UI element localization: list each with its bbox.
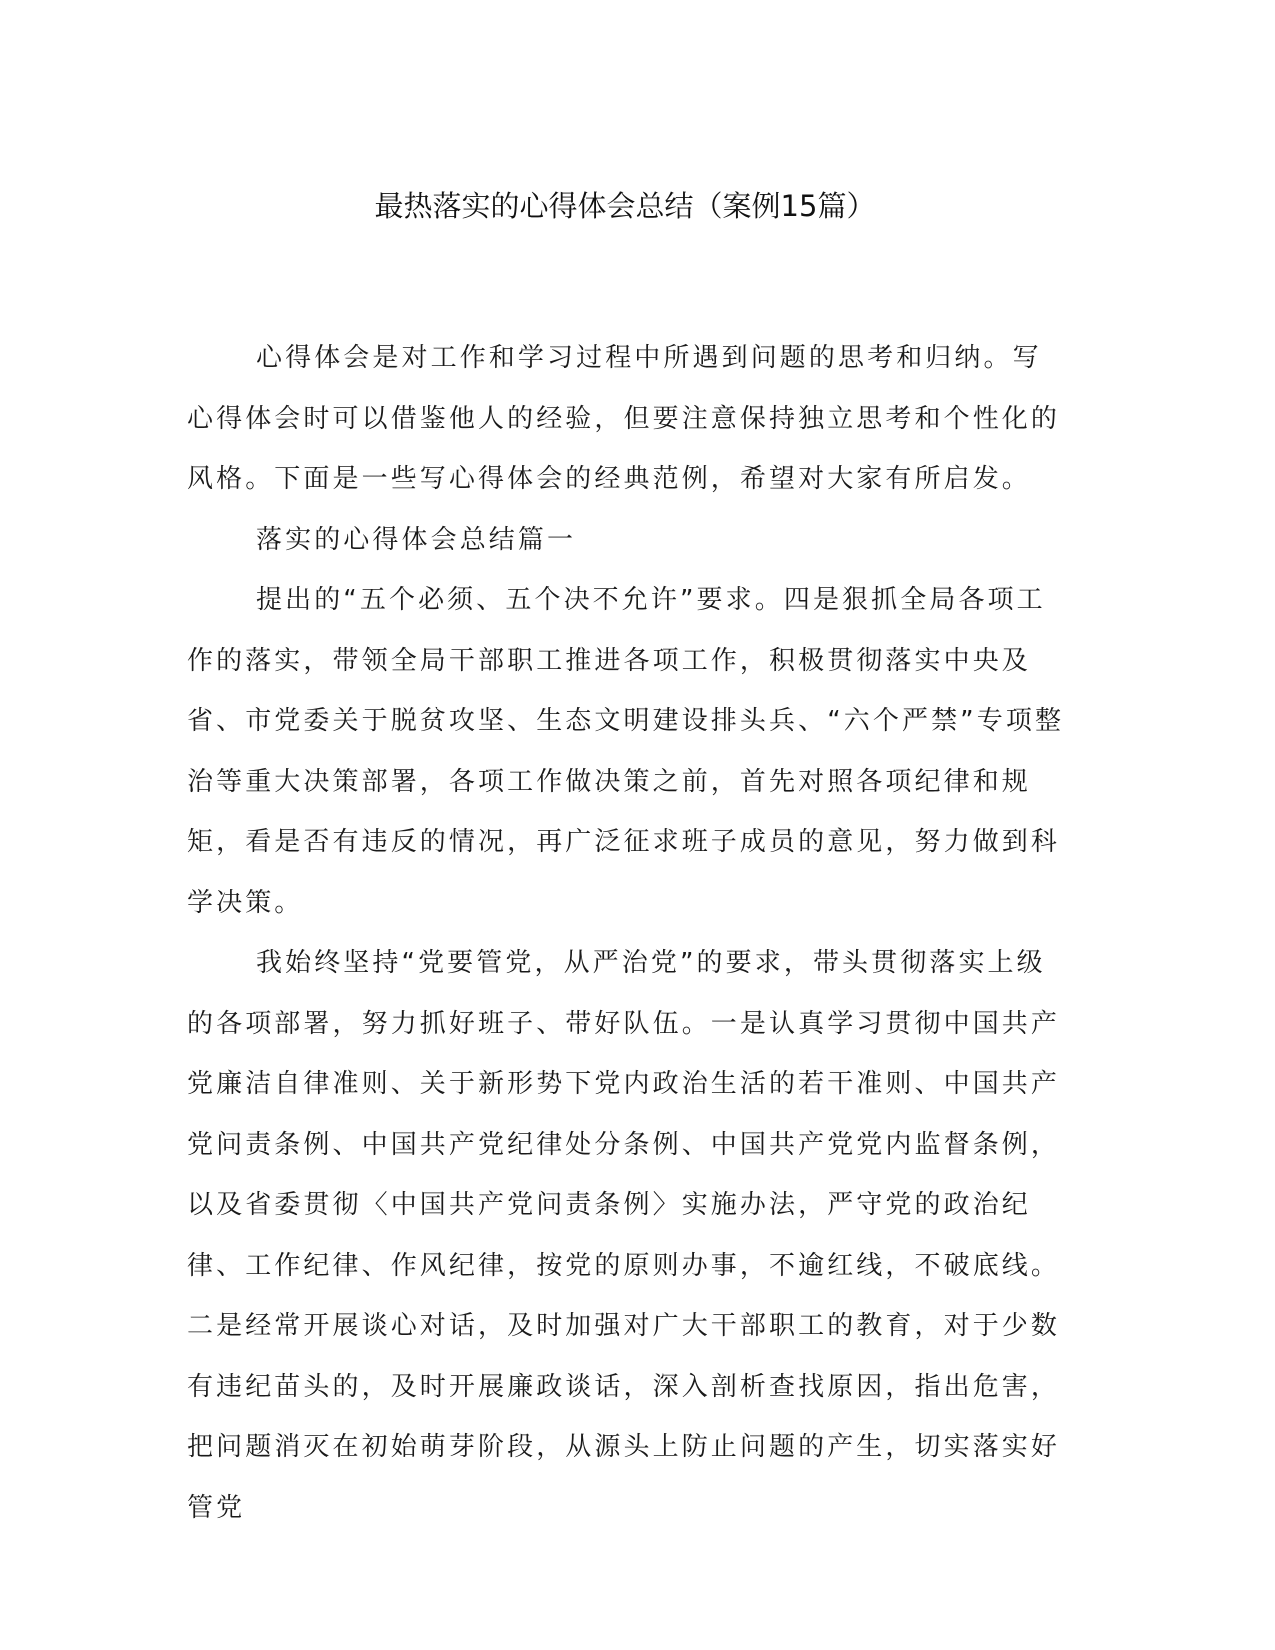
body-paragraph: 我始终坚持“党要管党，从严治党”的要求，带头贯彻落实上级的各项部署，努力抓好班子、带好队伍。一是认真学习贯彻中国共产党廉洁自律准则、关于新形势下党内政治生活的若干准则、中国共产党问责条例、中国共产党纪律处分条例、中国共产党党内监督条例，以及省委贯彻〈中国共产党问责条例〉实施办法，严守党的政治纪律、工作纪律、作风纪律，按党的原则办事，不逾红线，不破底线。二是经常开展谈心对话，及时加强对广大干部职工的教育，对于少数有违纪苗头的，及时开展廉政谈话，深入剖析查找原因，指出危害，把问题消灭在初始萌芽阶段，从源头上防止问题的产生，切实落实好管党 (187, 948, 1061, 1523)
body-paragraph: 提出的“五个必须、五个决不允许”要求。四是狠抓全局各项工作的落实，带领全局干部职工推进各项工作，积极贯彻落实中央及省、市党委关于脱贫攻坚、生态文明建设排头兵、“六个严禁”专项整治等重大决策部署，各项工作做决策之前，首先对照各项纪律和规矩，看是否有违反的情况，再广泛征求班子成员的意见，努力做到科学决策。 (187, 585, 1065, 918)
section-heading: 落实的心得体会总结篇一 (256, 524, 577, 555)
document-body (187, 328, 1067, 1538)
document-title: 最热落实的心得体会总结（案例15篇） (374, 189, 876, 223)
intro-paragraph: 心得体会是对工作和学习过程中所遇到问题的思考和归纳。写心得体会时可以借鉴他人的经验，但要注意保持独立思考和个性化的风格。下面是一些写心得体会的经典范例，希望对大家有所启发。 (187, 343, 1061, 494)
